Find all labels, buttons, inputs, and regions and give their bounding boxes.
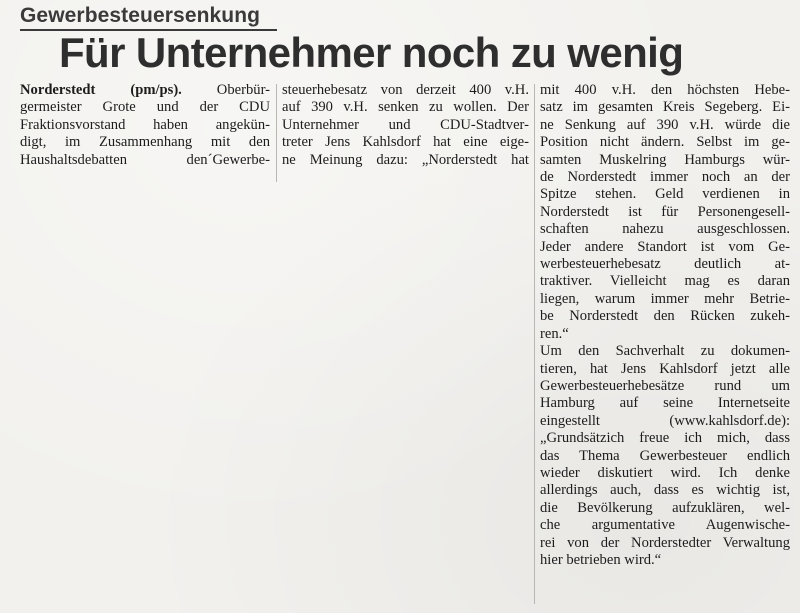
body-line: tieren, hat Jens Kahlsdorf jetzt alle [540,360,790,377]
body-line: satz im gesamten Kreis Segeberg. Ei- [540,99,790,116]
body-line: che argumentative Augenwische- [540,517,790,534]
body-line: Hamburg auf seine Internetseite [540,395,790,412]
body-line: hier betrieben wird.“ [540,551,662,568]
body-line: treter Jens Kahlsdorf hat eine eige- [282,134,529,151]
body-line: das Thema Gewerbesteuer endlich [540,447,790,464]
body-line: Haushaltsdebatten den´Gewerbe- [20,151,270,168]
article-headline: Für Unternehmer noch zu wenig [59,29,684,76]
body-line: be Norderstedt den Rücken zukeh- [540,308,790,325]
body-line: Unternehmer und CDU-Stadtver- [282,116,529,133]
article-kicker: Gewerbesteuersenkung [20,4,261,27]
body-line: de Norderstedt immer noch an der [540,169,790,186]
body-line: ne Meinung dazu: „Norderstedt hat [282,151,529,168]
body-line: „Grundsätzich freue ich mich, dass [540,430,790,447]
body-line: Jeder andere Standort ist vom Ge- [540,238,790,255]
column-divider [276,84,277,182]
body-line: traktiver. Vielleicht mag es daran [540,273,790,290]
column-divider [534,84,535,604]
body-line: Spitze stehen. Geld verdienen in [540,186,790,203]
body-line: steuerhebesatz von derzeit 400 v.H. [282,82,529,98]
body-line: germeister Grote und der CDU [20,99,270,116]
body-line: mit 400 v.H. den höchsten Hebe- [540,82,790,98]
body-line: die Bevölkerung aufzuklären, wel- [540,499,790,516]
body-text: Oberbür- [181,82,270,98]
article-column-2 [282,82,529,169]
body-line [20,82,270,99]
body-line: samten Muskelring Hamburgs wür- [540,151,790,168]
body-line: wieder diskutiert wird. Ich denke [540,464,790,481]
article-dateline: Norderstedt (pm/ps). [20,82,182,98]
body-line: werbesteuerhebesatz deutlich at- [540,256,790,273]
body-line: ren.“ [540,325,569,342]
body-line: Norderstedt ist für Personengesell- [540,203,790,220]
body-line: schaften nahezu ausgeschlossen. [540,221,790,238]
article-column-1 [20,82,270,169]
body-line: auf 390 v.H. senken zu wollen. Der [282,99,529,116]
body-line: liegen, warum immer mehr Betrie- [540,290,790,307]
body-line: Fraktionsvorstand haben angekün- [20,116,270,133]
body-line: allerdings auch, dass es wichtig ist, [540,482,790,499]
body-line: ne Senkung auf 390 v.H. würde die [540,116,790,133]
body-line: rei von der Norderstedter Verwaltung [540,534,790,551]
body-line: Um den Sachverhalt zu dokumen- [540,343,790,360]
body-line: Gewerbesteuerhebesätze rund um [540,377,790,394]
body-line: eingestellt (www.kahlsdorf.de): [540,412,790,429]
body-line: Position nicht ändern. Selbst im ge- [540,134,790,151]
article-column-3 [540,82,790,569]
body-line: digt, im Zusammenhang mit den [20,134,270,151]
